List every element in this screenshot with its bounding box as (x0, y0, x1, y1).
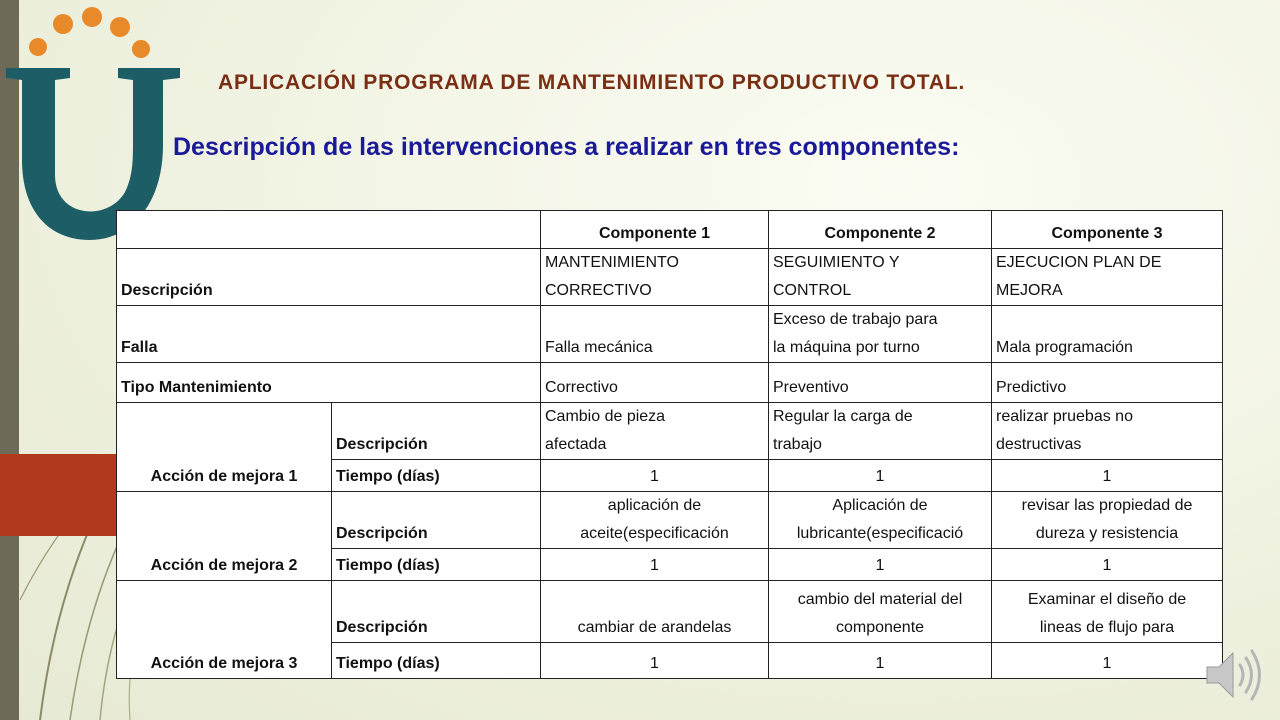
cell-descripcion-c1: MANTENIMIENTO CORRECTIVO (541, 249, 769, 306)
red-accent-block (0, 454, 120, 536)
header-componente-2: Componente 2 (769, 211, 992, 249)
header-empty-cell (117, 211, 541, 249)
sub-label-tiempo: Tiempo (días) (332, 460, 541, 492)
row-label-tipo-mantenimiento: Tipo Mantenimiento (117, 363, 541, 403)
row-label-accion-3: Acción de mejora 3 (117, 581, 332, 679)
table-row-tipo (117, 363, 1223, 403)
cell-accion-1-desc-c1: Cambio de pieza afectada (541, 403, 769, 460)
table-row-accion-3-descripcion (117, 581, 1223, 643)
cell-tipo-c3: Predictivo (992, 363, 1223, 403)
cell-accion-2-desc-c2: Aplicación de lubricante(especificació (769, 492, 992, 549)
cell-falla-c3: Mala programación (992, 306, 1223, 363)
sub-label-descripcion: Descripción (332, 581, 541, 643)
cell-accion-1-time-c1: 1 (541, 460, 769, 492)
row-label-accion-1: Acción de mejora 1 (117, 403, 332, 492)
cell-falla-c2: Exceso de trabajo para la máquina por turno (769, 306, 992, 363)
cell-accion-3-time-c3: 1 (992, 643, 1223, 679)
cell-accion-1-time-c2: 1 (769, 460, 992, 492)
cell-tipo-c2: Preventivo (769, 363, 992, 403)
cell-accion-3-time-c1: 1 (541, 643, 769, 679)
page-subtitle: Descripción de las intervenciones a realizar en tres componentes: (173, 133, 960, 161)
cell-tipo-c1: Correctivo (541, 363, 769, 403)
cell-accion-1-desc-c3: realizar pruebas no destructivas (992, 403, 1223, 460)
sub-label-tiempo: Tiempo (días) (332, 643, 541, 679)
table-row-accion-1-descripcion (117, 403, 1223, 460)
cell-accion-2-time-c1: 1 (541, 549, 769, 581)
cell-falla-c1: Falla mecánica (541, 306, 769, 363)
header-componente-1: Componente 1 (541, 211, 769, 249)
cell-descripcion-c3: EJECUCION PLAN DE MEJORA (992, 249, 1223, 306)
table-header-row (117, 211, 1223, 249)
page-title: APLICACIÓN PROGRAMA DE MANTENIMIENTO PRODUCTIVO TOTAL. (218, 71, 966, 94)
cell-accion-1-desc-c2: Regular la carga de trabajo (769, 403, 992, 460)
cell-accion-2-time-c3: 1 (992, 549, 1223, 581)
cell-accion-1-time-c3: 1 (992, 460, 1223, 492)
cell-accion-2-time-c2: 1 (769, 549, 992, 581)
sub-label-descripcion: Descripción (332, 492, 541, 549)
row-label-descripcion: Descripción (117, 249, 541, 306)
cell-accion-2-desc-c1: aplicación de aceite(especificación (541, 492, 769, 549)
table-row-descripcion (117, 249, 1223, 306)
table-row-falla (117, 306, 1223, 363)
cell-accion-3-desc-c3: Examinar el diseño de lineas de flujo para (992, 581, 1223, 643)
cell-accion-3-time-c2: 1 (769, 643, 992, 679)
table-row-accion-2-descripcion (117, 492, 1223, 549)
cell-descripcion-c2: SEGUIMIENTO Y CONTROL (769, 249, 992, 306)
maintenance-table (116, 210, 1223, 679)
speaker-icon[interactable] (1203, 645, 1263, 705)
cell-accion-3-desc-c2: cambio del material del componente (769, 581, 992, 643)
row-label-falla: Falla (117, 306, 541, 363)
header-componente-3: Componente 3 (992, 211, 1223, 249)
cell-accion-3-desc-c1: cambiar de arandelas (541, 581, 769, 643)
cell-accion-2-desc-c3: revisar las propiedad de dureza y resistencia (992, 492, 1223, 549)
row-label-accion-2: Acción de mejora 2 (117, 492, 332, 581)
sub-label-tiempo: Tiempo (días) (332, 549, 541, 581)
sub-label-descripcion: Descripción (332, 403, 541, 460)
